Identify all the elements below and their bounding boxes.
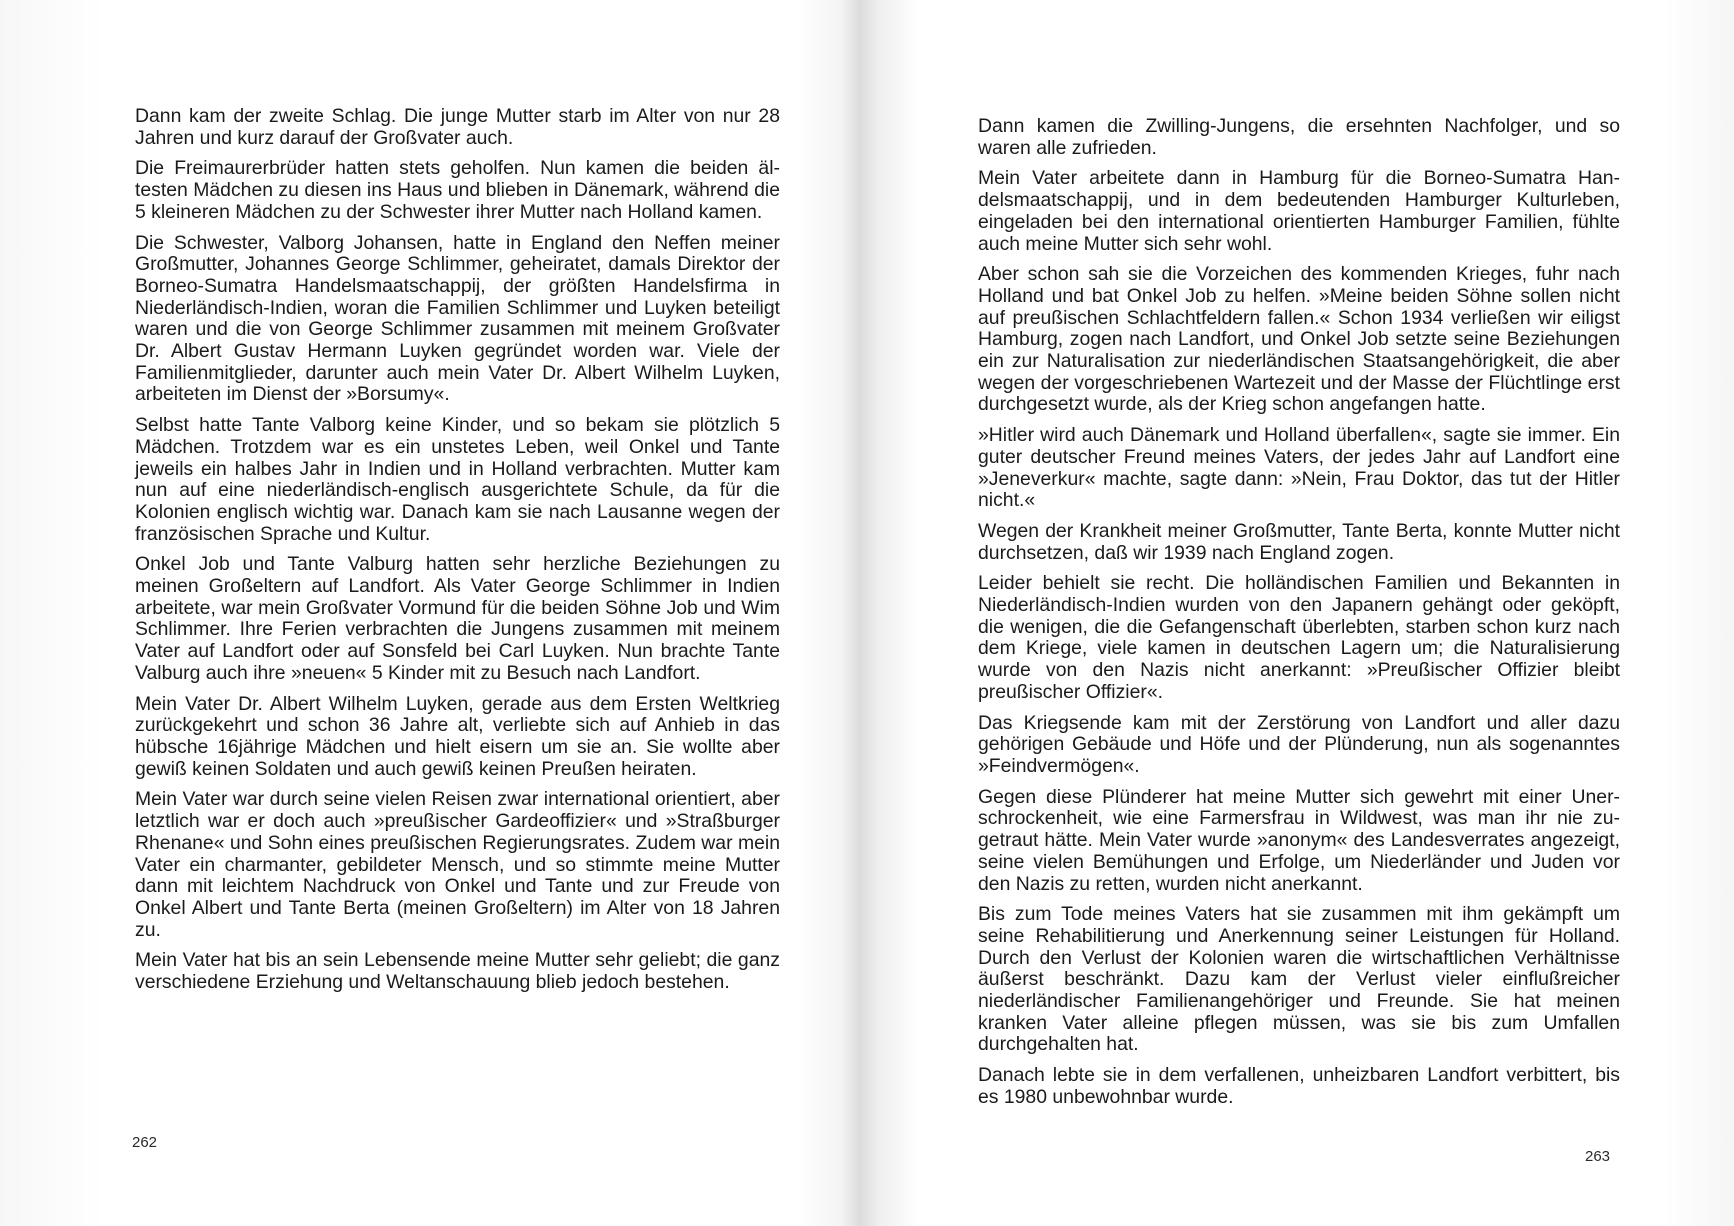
paragraph: Mein Vater arbeitete dann in Hamburg für die Borneo-Sumatra Handelsmaatschappij, und in dem bedeutenden Hamburger Kulturleben, eingeladen bei den international orientierten Hamburger Familien, fühlte auch meine Mutter sich sehr wohl. bbox=[978, 167, 1620, 255]
paragraph: Leider behielt sie recht. Die holländischen Familien und Bekannten in Niederländisch-Indien wurden von den Japanern gehängt oder geköpft, die wenigen, die die Gefangenschaft überlebten, starben schon kurz nach dem Kriege, viele kamen in deutschen Lagern um; die Naturalisierung wurde von den Nazis nicht anerkannt: »Preußischer Offizier bleibt preußischer Offizier«. bbox=[978, 572, 1620, 703]
paragraph: Bis zum Tode meines Vaters hat sie zusammen mit ihm gekämpft um seine Rehabilitierung und Anerkennung seiner Leistungen für Holland. Durch den Verlust der Kolonien waren die wirtschaftlichen Verhältnisse äußerst beschränkt. Dazu kam der Verlust vieler einflußreicher niederländischer Familienangehöriger und Freunde. Sie hat meinen kranken Vater alleine pflegen müssen, was sie bis zum Umfallen durchgehalten hat. bbox=[978, 903, 1620, 1056]
paragraph: Mein Vater Dr. Albert Wilhelm Luyken, gerade aus dem Ersten Weltkrieg zurückgekehrt und schon 36 Jahre alt, verliebte sich auf Anhieb in das hübsche 16jährige Mädchen und hielt eisern um sie an. Sie wollte aber gewiß keinen Soldaten und auch gewiß keinen Preußen heiraten. bbox=[135, 692, 780, 780]
left-page bbox=[0, 0, 860, 1226]
paragraph: »Hitler wird auch Dänemark und Holland überfallen«, sagte sie immer. Ein guter deutscher Freund meines Vaters, der jedes Jahr auf Landfort eine »Jeneverkur« machte, sagte dann: »Nein, Frau Doktor, das tut der Hitler nicht.« bbox=[978, 424, 1620, 512]
paragraph: Danach lebte sie in dem verfallenen, unheizbaren Landfort verbittert, bis es 1980 unbewohnbar wurde. bbox=[978, 1064, 1620, 1108]
paragraph: Die Schwester, Valborg Johansen, hatte in England den Neffen meiner Großmutter, Johannes George Schlimmer, geheiratet, damals Direktor der Borneo-Sumatra Handelsmaatschappij, der größten Handelsfirma in Niederländisch-Indien, woran die Familien Schlimmer und Luyken beteiligt waren und die von George Schlimmer zusammen mit meinem Großvater Dr. Albert Gustav Hermann Luyken gegründet worden war. Viele der Familienmitglieder, darunter auch mein Vater Dr. Albert Wilhelm Luyken, arbeiteten im Dienst der »Borsumy«. bbox=[135, 231, 780, 406]
paragraph: Die Freimaurerbrüder hatten stets geholfen. Nun kamen die beiden ältesten Mädchen zu diesen ins Haus und blieben in Dänemark, während die 5 kleineren Mädchen zu der Schwester ihrer Mutter nach Holland kamen. bbox=[135, 157, 780, 223]
paragraph: Das Kriegsende kam mit der Zerstörung von Landfort und aller dazu gehörigen Gebäude und Höfe und der Plünderung, nun als sogenanntes »Feindvermögen«. bbox=[978, 711, 1620, 777]
paragraph: Aber schon sah sie die Vorzeichen des kommenden Krieges, fuhr nach Holland und bat Onkel Job zu helfen. »Meine beiden Söhne sollen nicht auf preußischen Schlachtfeldern fallen.« Schon 1934 verließen wir eiligst Hamburg, zogen nach Landfort, und Onkel Job setzte seine Beziehungen ein zur Naturalisation zur niederländischen Staatsangehörigkeit, die aber wegen der vorgeschriebenen Wartezeit und der Masse der Flüchtlinge erst durchgesetzt wurde, als der Krieg schon angefangen hatte. bbox=[978, 263, 1620, 416]
right-page bbox=[880, 0, 1734, 1226]
paragraph: Onkel Job und Tante Valburg hatten sehr herzliche Beziehungen zu meinen Großeltern auf Landfort. Als Vater George Schlimmer in Indien arbeitete, war mein Großvater Vormund für die beiden Söhne Job und Wim Schlimmer. Ihre Ferien verbrachten die Jungens zusammen mit meinem Vater auf Landfort oder auf Sonsfeld bei Carl Luyken. Nun brachte Tante Valburg auch ihre »neuen« 5 Kinder mit zu Besuch nach Landfort. bbox=[135, 553, 780, 684]
page-number-left: 262 bbox=[132, 1134, 158, 1151]
paragraph: Dann kamen die Zwilling-Jungens, die ersehnten Nachfolger, und so waren alle zufrieden. bbox=[978, 115, 1620, 159]
paragraph: Gegen diese Plünderer hat meine Mutter sich gewehrt mit einer Unerschrockenheit, wie eine Farmersfrau in Wildwest, was man ihr nie zugetraut hätte. Mein Vater wurde »anonym« des Landesverrates angezeigt, seine vielen Bemühungen und Erfolge, um Niederländer und Juden vor den Nazis zu retten, wurden nicht anerkannt. bbox=[978, 785, 1620, 895]
page-number-right: 263 bbox=[1585, 1148, 1611, 1165]
paragraph: Mein Vater war durch seine vielen Reisen zwar international orientiert, aber letztlich war er doch auch »preußischer Gardeoffizier« und »Straßburger Rhenane« und Sohn eines preußischen Regierungsrates. Zudem war mein Vater ein charmanter, gebildeter Mensch, und so stimmte meine Mutter dann mit leichtem Nachdruck von Onkel und Tante und zur Freude von Onkel Albert und Tante Berta (meinen Großeltern) im Alter von 18 Jahren zu. bbox=[135, 788, 780, 941]
paragraph: Mein Vater hat bis an sein Lebensende meine Mutter sehr geliebt; die ganz verschiedene Erziehung und Weltanschauung blieb jedoch bestehen. bbox=[135, 949, 780, 994]
paragraph: Wegen der Krankheit meiner Großmutter, Tante Berta, konnte Mutter nicht durchsetzen, daß wir 1939 nach England zogen. bbox=[978, 519, 1620, 564]
right-page-text bbox=[978, 116, 1620, 1118]
paragraph: Dann kam der zweite Schlag. Die junge Mutter starb im Alter von nur 28 Jahren und kurz darauf der Großvater auch. bbox=[135, 105, 780, 149]
left-page-text bbox=[135, 106, 780, 1003]
paragraph: Selbst hatte Tante Valborg keine Kinder, und so bekam sie plötzlich 5 Mädchen. Trotzdem war es ein unstetes Leben, weil Onkel und Tante jeweils ein halbes Jahr in Indien und in Holland verbrachten. Mutter kam nun auf eine niederländisch-englisch ausgerichtete Schule, da für die Kolonien englisch wichtig war. Danach kam sie nach Lausanne wegen der französischen Sprache und Kultur. bbox=[135, 414, 780, 545]
